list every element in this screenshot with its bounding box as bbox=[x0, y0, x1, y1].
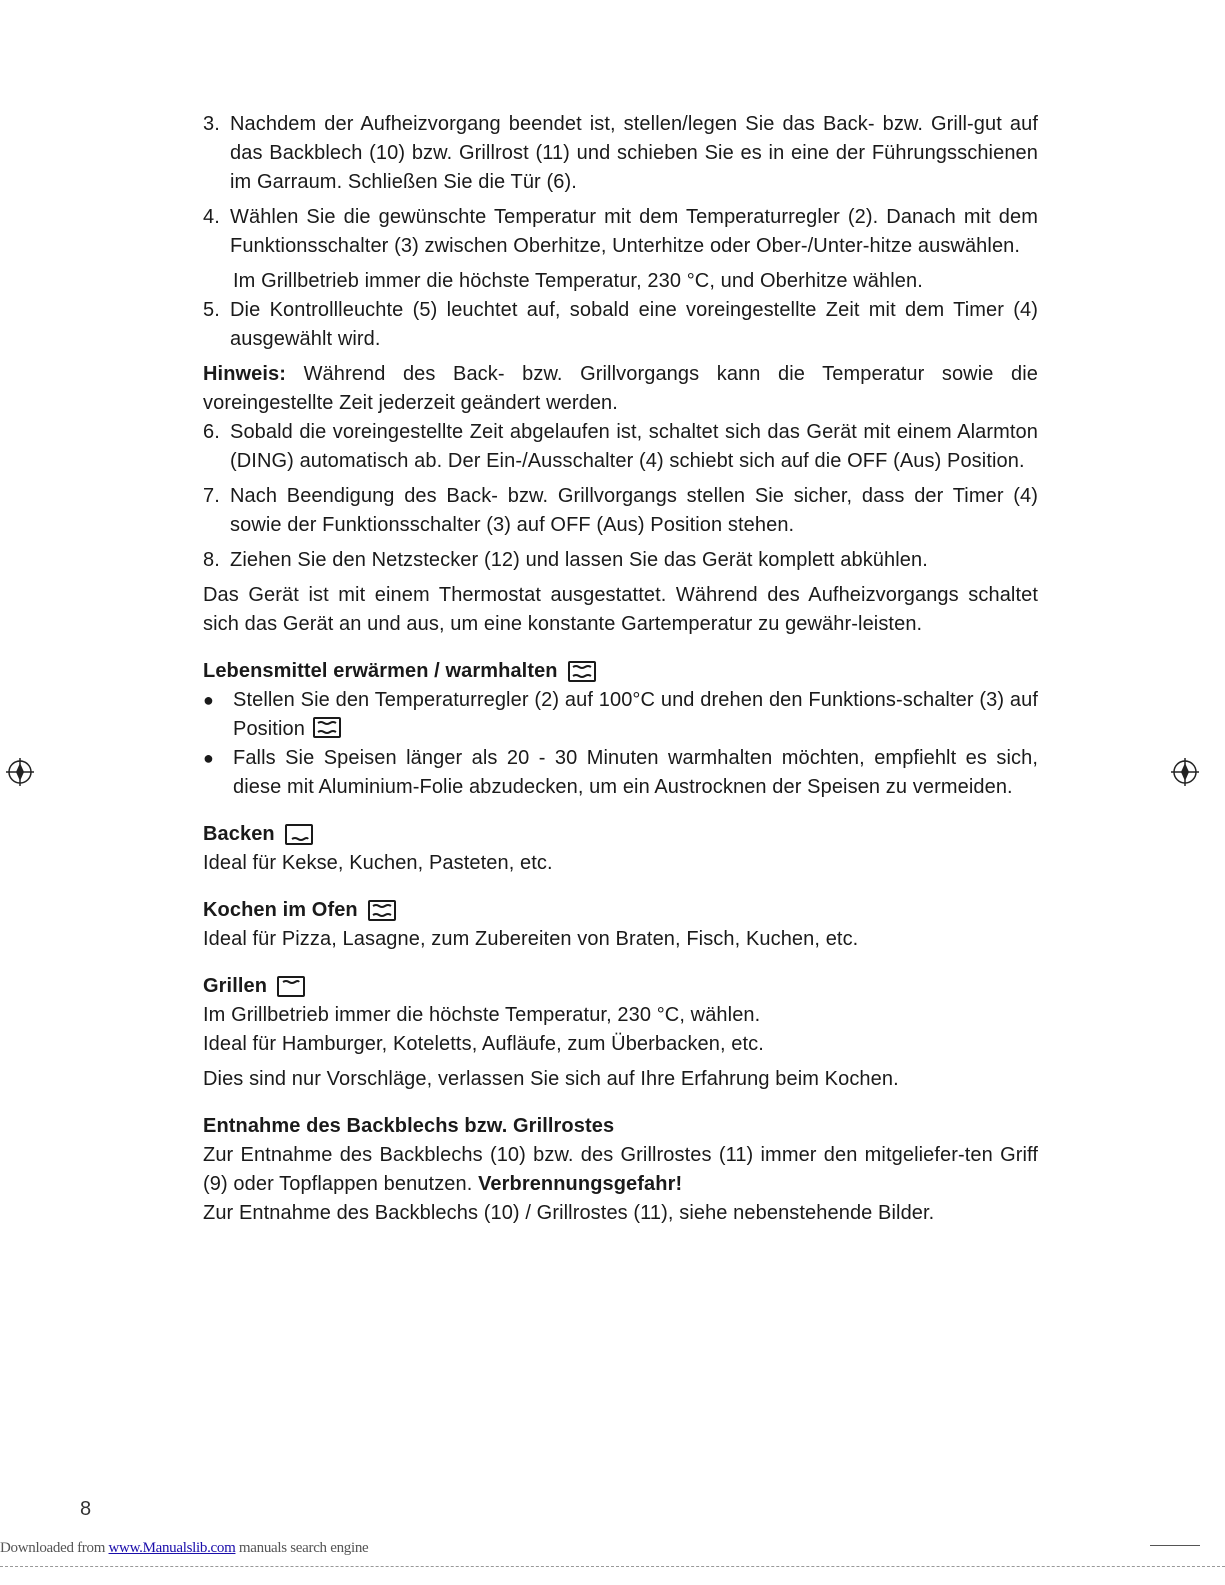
removal-heading bbox=[203, 1112, 1038, 1141]
list-item: ● Falls Sie Speisen länger als 20 - 30 Minuten warmhalten möchten, empfiehlt es sich, diese mit Aluminium-Folie abzudecken, um ein Austrocknen der Speisen zu vermeiden. bbox=[203, 744, 1038, 802]
removal-paragraph bbox=[203, 1141, 1038, 1199]
step-number: 5. bbox=[203, 299, 220, 321]
footer-prefix: Downloaded from bbox=[0, 1540, 109, 1556]
grillen-heading bbox=[203, 972, 1038, 1001]
step-3 bbox=[203, 110, 1038, 197]
step-number: 8. bbox=[203, 549, 220, 571]
grill-note: Im Grillbetrieb immer die höchste Temperatur, 230 °C, und Oberhitze wählen. bbox=[233, 270, 923, 292]
hint-text: Während des Back- bzw. Grillvorgangs kann die Temperatur sowie die voreingestellte Zeit jederzeit geändert werden. bbox=[203, 363, 1038, 414]
registration-mark-left bbox=[5, 757, 35, 787]
step-6 bbox=[203, 418, 1038, 476]
step-text: Ziehen Sie den Netzstecker (12) und lassen Sie das Gerät komplett abkühlen. bbox=[230, 549, 928, 571]
grillen-line-1: Im Grillbetrieb immer die höchste Temperatur, 230 °C, wählen. bbox=[203, 1004, 761, 1026]
removal-text: Zur Entnahme des Backblechs (10) bzw. des Grillrostes (11) immer den mitgeliefer-ten Griff (9) oder Topflappen benutzen. bbox=[203, 1144, 1038, 1195]
step-4 bbox=[203, 203, 1038, 261]
footer-suffix: manuals search engine bbox=[235, 1540, 369, 1556]
backen-text: Ideal für Kekse, Kuchen, Pasteten, etc. bbox=[203, 852, 553, 874]
top-heat-icon bbox=[277, 976, 305, 997]
page-number: 8 bbox=[80, 1498, 92, 1520]
list-item: ● Stellen Sie den Temperaturregler (2) auf 100°C und drehen den Funktions-schalter (3) auf Position bbox=[203, 689, 1038, 740]
registration-mark-right bbox=[1170, 757, 1200, 787]
warm-heading-text: Lebensmittel erwärmen / warmhalten bbox=[203, 660, 558, 682]
backen-heading bbox=[203, 820, 1038, 849]
top-bottom-heat-icon bbox=[313, 717, 341, 738]
kochen-heading bbox=[203, 896, 1038, 925]
suggestion-text: Dies sind nur Vorschläge, verlassen Sie sich auf Ihre Erfahrung beim Kochen. bbox=[203, 1068, 899, 1090]
step-7 bbox=[203, 482, 1038, 540]
backen-heading-text: Backen bbox=[203, 823, 275, 845]
thermostat-paragraph: Das Gerät ist mit einem Thermostat ausgestattet. Während des Aufheizvorgangs schaltet sich das Gerät an und aus, um eine konstante Gartemperatur zu gewähr-leisten. bbox=[203, 584, 1038, 635]
step-text: Die Kontrollleuchte (5) leuchtet auf, sobald eine voreingestellte Zeit mit dem Timer (4) ausgewählt wird. bbox=[230, 299, 1038, 350]
bullet-text: Falls Sie Speisen länger als 20 - 30 Minuten warmhalten möchten, empfiehlt es sich, diese mit Aluminium-Folie abzudecken, um ein Austrocknen der Speisen zu vermeiden. bbox=[233, 747, 1038, 798]
warm-heading bbox=[203, 657, 1038, 686]
grillen-heading-text: Grillen bbox=[203, 975, 268, 997]
page-bottom-line bbox=[0, 1566, 1225, 1567]
download-footer bbox=[0, 1540, 368, 1557]
step-text: Nach Beendigung des Back- bzw. Grillvorgangs stellen Sie sicher, dass der Timer (4) sowie der Funktionsschalter (3) auf OFF (Aus) Position stehen. bbox=[230, 485, 1038, 536]
step-number: 3. bbox=[203, 113, 220, 135]
burn-warning: Verbrennungsgefahr! bbox=[478, 1173, 683, 1195]
step-8 bbox=[203, 546, 1038, 575]
page-content bbox=[203, 110, 1038, 1228]
step-text: Sobald die voreingestellte Zeit abgelaufen ist, schaltet sich das Gerät mit einem Alarmton (DING) automatisch ab. Der Ein-/Ausschalter (4) schiebt sich auf die OFF (Aus) Position. bbox=[230, 421, 1038, 472]
step-5 bbox=[203, 296, 1038, 354]
kochen-text: Ideal für Pizza, Lasagne, zum Zubereiten von Braten, Fisch, Kuchen, etc. bbox=[203, 928, 859, 950]
hint-label: Hinweis: bbox=[203, 363, 287, 385]
manualslib-link[interactable]: www.Manualslib.com bbox=[108, 1540, 236, 1556]
step-number: 7. bbox=[203, 485, 220, 507]
step-number: 4. bbox=[203, 206, 220, 228]
crop-mark bbox=[1150, 1545, 1200, 1546]
kochen-heading-text: Kochen im Ofen bbox=[203, 899, 358, 921]
top-bottom-heat-icon bbox=[568, 661, 596, 682]
warm-bullets bbox=[203, 686, 1038, 802]
top-bottom-heat-icon bbox=[368, 900, 396, 921]
removal-text-2: Zur Entnahme des Backblechs (10) / Grillrostes (11), siehe nebenstehende Bilder. bbox=[203, 1202, 935, 1224]
grillen-line-2: Ideal für Hamburger, Koteletts, Aufläufe, zum Überbacken, etc. bbox=[203, 1033, 764, 1055]
hint-paragraph bbox=[203, 360, 1038, 418]
bullet-text: Stellen Sie den Temperaturregler (2) auf 100°C und drehen den Funktions-schalter (3) auf Position bbox=[233, 689, 1038, 740]
step-number: 6. bbox=[203, 421, 220, 443]
step-text: Nachdem der Aufheizvorgang beendet ist, stellen/legen Sie das Back- bzw. Grill-gut auf das Backblech (10) bzw. Grillrost (11) und schieben Sie es in eine der Führungsschienen im Garraum. Schließen Sie die Tür (6). bbox=[230, 113, 1038, 193]
bottom-heat-icon bbox=[285, 824, 313, 845]
removal-heading-text: Entnahme des Backblechs bzw. Grillrostes bbox=[203, 1115, 615, 1137]
step-text: Wählen Sie die gewünschte Temperatur mit dem Temperaturregler (2). Danach mit dem Funktionsschalter (3) zwischen Oberhitze, Unterhitze oder Ober-/Unter-hitze auswählen. bbox=[230, 206, 1038, 257]
